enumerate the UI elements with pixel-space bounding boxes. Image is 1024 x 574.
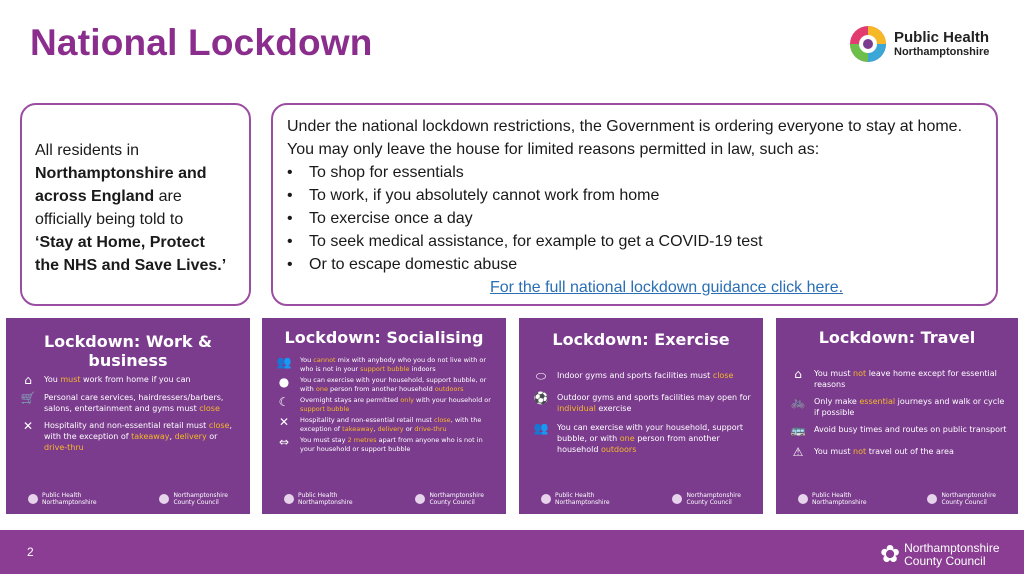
county-council-logo bbox=[880, 540, 1000, 569]
row-highlight: support bubble bbox=[360, 365, 410, 373]
row-highlight: close bbox=[208, 421, 230, 430]
footer-text: Northamptonshire bbox=[555, 499, 610, 506]
panel-title: Lockdown: Travel bbox=[818, 328, 976, 347]
distance-icon: ⇔ bbox=[278, 435, 290, 449]
rose-icon: ✿ bbox=[880, 541, 901, 568]
row-highlight: not bbox=[853, 369, 867, 378]
row-text: leave home except for essential reasons bbox=[814, 369, 997, 389]
row-highlight: must bbox=[60, 375, 81, 384]
row-text: Outdoor gyms and sports facilities may open for bbox=[557, 393, 751, 402]
panel-footer bbox=[776, 492, 1018, 506]
reasons-list bbox=[287, 161, 986, 276]
row-text: You must stay bbox=[300, 436, 348, 444]
left-text-bold: ‘Stay at Home, Protect bbox=[35, 234, 205, 251]
footer-text: Northamptonshire bbox=[173, 492, 228, 499]
row-highlight: takeaway bbox=[131, 432, 170, 441]
footer-text: Northamptonshire bbox=[429, 492, 484, 499]
row-highlight: not bbox=[853, 447, 867, 456]
row-highlight: only bbox=[400, 396, 414, 404]
row-text: , bbox=[373, 425, 378, 433]
left-text-bold: the NHS and Save Lives.’ bbox=[35, 257, 227, 274]
row-text: exercise bbox=[595, 404, 632, 413]
football-icon: ⚽ bbox=[533, 391, 549, 405]
restrictions-box bbox=[271, 103, 998, 306]
home-icon: ⌂ bbox=[24, 373, 32, 387]
row-text: You bbox=[44, 375, 61, 384]
cutlery-icon: ✕ bbox=[22, 419, 34, 433]
row-text: person from another household bbox=[327, 385, 435, 393]
row-text: person from another household bbox=[557, 434, 720, 454]
row-text: You must bbox=[814, 447, 854, 456]
footer-text: County Council bbox=[173, 499, 219, 506]
public-health-logo bbox=[848, 24, 989, 64]
row-text: or bbox=[206, 432, 218, 441]
row-highlight: cannot bbox=[313, 356, 336, 364]
panel-footer bbox=[519, 492, 763, 506]
row-highlight: drive-thru bbox=[414, 425, 447, 433]
footer-text: Northamptonshire bbox=[298, 499, 353, 506]
list-item: • Or to escape domestic abuse bbox=[287, 253, 986, 276]
public-health-icon bbox=[848, 24, 888, 64]
row-highlight: support bubble bbox=[300, 405, 350, 413]
footer-text: County Council bbox=[429, 499, 475, 506]
footer-text: Public Health bbox=[42, 492, 82, 499]
row-text: You can exercise with your household, support bubble, or with bbox=[300, 376, 487, 393]
row-text: Only make bbox=[814, 397, 860, 406]
row-highlight: outdoors bbox=[600, 445, 637, 454]
row-text: Overnight stays are permitted bbox=[300, 396, 401, 404]
county-council-icon bbox=[159, 494, 169, 504]
county-council-icon bbox=[672, 494, 682, 504]
cutlery-icon: ✕ bbox=[278, 415, 290, 429]
panel-title: Lockdown: Exercise bbox=[552, 330, 730, 349]
footer-text: Public Health bbox=[298, 492, 338, 499]
bus-icon: 🚌 bbox=[790, 423, 806, 437]
left-text: All residents in bbox=[35, 142, 140, 159]
row-text: travel out of the area bbox=[866, 447, 954, 456]
row-highlight: close bbox=[712, 371, 734, 380]
footer-text: County Council bbox=[686, 499, 732, 506]
row-highlight: outdoors bbox=[434, 385, 464, 393]
public-health-icon bbox=[28, 494, 38, 504]
row-highlight: close bbox=[433, 416, 451, 424]
row-text: You can exercise with your household, support bubble, or with bbox=[557, 423, 744, 443]
panel-footer bbox=[262, 492, 506, 506]
cart-icon: 🛒 bbox=[20, 391, 36, 405]
panel-title: Lockdown: Work & business bbox=[43, 332, 213, 370]
row-text: Indoor gyms and sports facilities must bbox=[557, 371, 713, 380]
slide-footer bbox=[0, 530, 1024, 574]
warning-icon: ⚠ bbox=[792, 445, 804, 459]
row-highlight: delivery bbox=[174, 432, 207, 441]
row-text: Hospitality and non-essential retail must bbox=[44, 421, 209, 430]
row-text: You bbox=[300, 356, 314, 364]
org-name: Northamptonshire bbox=[904, 540, 1000, 555]
panel-travel bbox=[776, 318, 1018, 514]
row-text: journeys and walk or cycle if possible bbox=[814, 397, 1005, 417]
panel-work bbox=[6, 318, 250, 514]
residents-box bbox=[20, 103, 251, 306]
list-item: • To exercise once a day bbox=[287, 207, 986, 230]
public-health-icon bbox=[284, 494, 294, 504]
footer-text: County Council bbox=[941, 499, 987, 506]
logo-line1: Public Health bbox=[894, 28, 990, 46]
left-text: are bbox=[154, 188, 182, 205]
county-council-icon bbox=[927, 494, 937, 504]
left-text: officially being told to bbox=[35, 211, 184, 228]
row-text: mix with anybody who you do not live with or who is not in your bbox=[300, 356, 487, 373]
list-item: • To seek medical assistance, for example to get a COVID-19 test bbox=[287, 230, 986, 253]
row-highlight: drive-thru bbox=[44, 443, 84, 452]
row-text: Personal care services, hairdressers/barbers, salons, entertainment and gyms must bbox=[44, 393, 224, 413]
restrictions-intro: Under the national lockdown restrictions, the Government is ordering everyone to stay at home. You may only leave the house for limited reasons permitted in law, such as: bbox=[287, 118, 963, 158]
logo-line2: Northamptonshire bbox=[894, 46, 990, 59]
row-highlight: takeaway bbox=[342, 425, 374, 433]
row-highlight: delivery bbox=[377, 425, 404, 433]
bicycle-icon: 🚲 bbox=[790, 395, 806, 409]
panel-exercise bbox=[519, 318, 763, 514]
home-icon: ⌂ bbox=[794, 367, 802, 381]
guidance-link[interactable]: For the full national lockdown guidance click here. bbox=[489, 279, 844, 296]
row-highlight: essential bbox=[859, 397, 896, 406]
row-highlight: 2 metres bbox=[347, 436, 377, 444]
row-text: , bbox=[169, 432, 175, 441]
people-icon: 👥 bbox=[533, 421, 549, 435]
panel-footer bbox=[6, 492, 250, 506]
row-text: Hospitality and non-essential retail must bbox=[300, 416, 434, 424]
row-text: , with the exception of bbox=[44, 421, 232, 441]
row-text: work from home if you can bbox=[80, 375, 191, 384]
org-name: County Council bbox=[904, 553, 986, 568]
footer-text: Northamptonshire bbox=[941, 492, 996, 499]
left-text-bold: Northamptonshire and bbox=[35, 165, 207, 182]
county-council-icon bbox=[415, 494, 425, 504]
row-text: apart from anyone who is not in your household or support bubble bbox=[300, 436, 483, 453]
ball-icon: ● bbox=[278, 375, 290, 389]
row-highlight: close bbox=[199, 404, 220, 413]
row-highlight: individual bbox=[557, 404, 596, 413]
people-icon: 👥 bbox=[276, 355, 292, 369]
moon-icon: ☾ bbox=[278, 395, 290, 409]
row-text: You must bbox=[814, 369, 854, 378]
row-text: or bbox=[403, 425, 415, 433]
row-text: with your household or bbox=[413, 396, 491, 404]
footer-text: Public Health bbox=[812, 492, 852, 499]
list-item: • To work, if you absolutely cannot work from home bbox=[287, 184, 986, 207]
public-health-icon bbox=[798, 494, 808, 504]
footer-text: Northamptonshire bbox=[812, 499, 867, 506]
row-highlight: one bbox=[315, 385, 328, 393]
public-health-icon bbox=[541, 494, 551, 504]
row-text: , with the exception of bbox=[300, 416, 482, 433]
footer-text: Northamptonshire bbox=[42, 499, 97, 506]
row-text: indoors bbox=[409, 365, 436, 373]
footer-text: Northamptonshire bbox=[686, 492, 741, 499]
page-number: 2 bbox=[27, 545, 34, 559]
panel-socialising bbox=[262, 318, 506, 514]
list-item: • To shop for essentials bbox=[287, 161, 986, 184]
rugby-ball-icon: ⬭ bbox=[535, 369, 547, 383]
left-text-bold: across England bbox=[35, 188, 155, 205]
row-highlight: one bbox=[619, 434, 635, 443]
panel-title: Lockdown: Socialising bbox=[284, 328, 484, 347]
page-title: National Lockdown bbox=[30, 22, 373, 63]
row-text: Avoid busy times and routes on public transport bbox=[814, 425, 1007, 434]
footer-text: Public Health bbox=[555, 492, 595, 499]
